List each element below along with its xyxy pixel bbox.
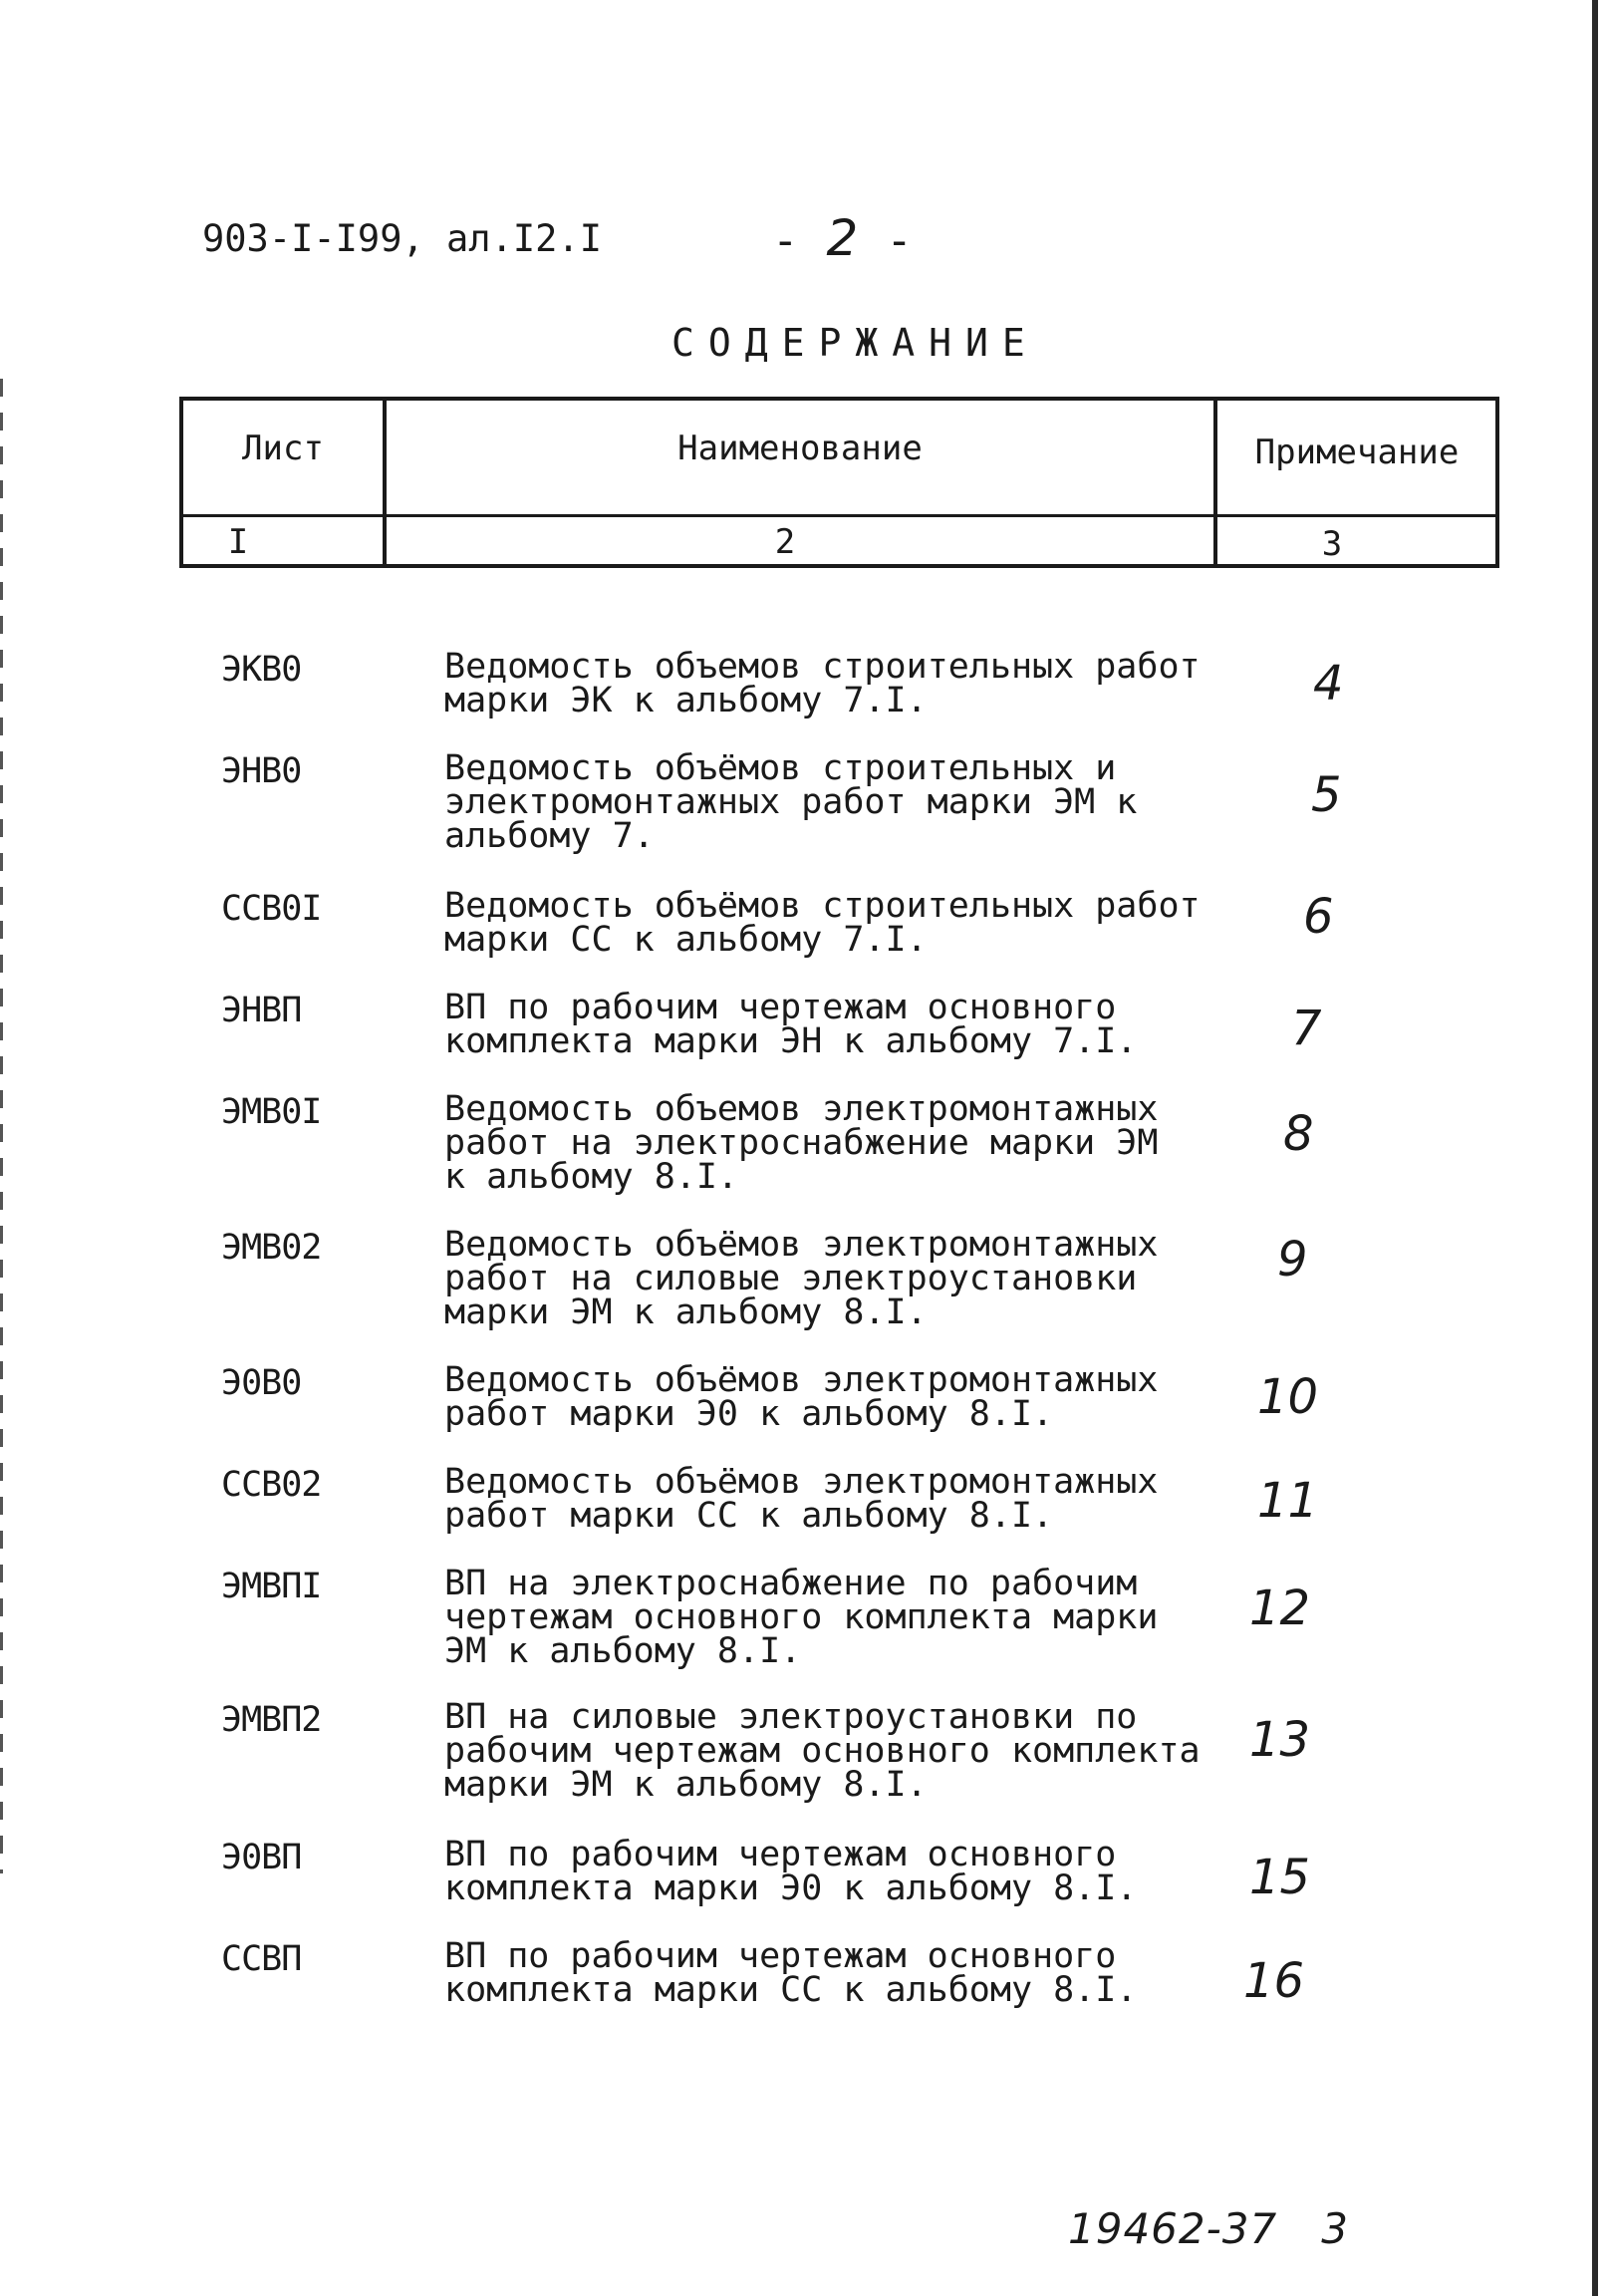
entry-code: ЭМВ02 — [221, 1228, 322, 1268]
entry-page-note: 9 — [1277, 1232, 1308, 1288]
entry-code: ЭНВП — [221, 991, 302, 1030]
entry-description: Ведомость объёмов электромонтажных работ марки СС к альбому 8.I. — [444, 1462, 1159, 1536]
entry-page-note: 5 — [1311, 767, 1342, 823]
entry-description: ВП на электроснабжение по рабочим чертежам основного комплекта марки ЭМ к альбому 8.I. — [444, 1564, 1159, 1671]
page-title: СОДЕРЖАНИЕ — [671, 321, 1039, 365]
entry-code: Э0В0 — [221, 1363, 302, 1403]
entry-code: ЭКВ0 — [221, 650, 302, 690]
entry-page-note: 10 — [1257, 1369, 1319, 1425]
entry-page-note: 12 — [1249, 1580, 1311, 1636]
entry-code: ЭМВП2 — [221, 1700, 322, 1740]
sheet-number: 3 — [1321, 2204, 1349, 2253]
document-code: 903-I-I99, ал.I2.I — [202, 217, 602, 260]
entry-description: Ведомость объёмов электромонтажных работ марки Э0 к альбому 8.I. — [444, 1360, 1159, 1434]
entry-code: ССВ0I — [221, 889, 322, 929]
page-number: 2 — [826, 209, 859, 267]
entry-page-note: 4 — [1313, 656, 1344, 712]
page-scan-edge-right — [1592, 0, 1598, 2296]
entry-description: ВП по рабочим чертежам основного комплекта марки СС к альбому 8.I. — [444, 1936, 1138, 2010]
entry-page-note: 8 — [1283, 1106, 1314, 1162]
dash-right: - — [886, 215, 913, 266]
entry-description: ВП по рабочим чертежам основного комплекта марки Э0 к альбому 8.I. — [444, 1835, 1138, 1908]
page-scan-edge-left — [0, 379, 3, 1873]
entry-code: ССВ02 — [221, 1465, 322, 1505]
entry-description: ВП на силовые электроустановки по рабочим чертежам основного комплекта марки ЭМ к альбому 8.I. — [444, 1697, 1201, 1805]
contents-table-header — [179, 397, 1499, 568]
inventory-number: 19462-37 — [1068, 2204, 1278, 2253]
entry-description: Ведомость объёмов строительных и электромонтажных работ марки ЭМ к альбому 7. — [444, 748, 1138, 856]
column-header-name: Наименование — [677, 429, 923, 468]
entry-page-note: 16 — [1243, 1953, 1305, 2009]
entry-code: ССВП — [221, 1939, 302, 1979]
inventory-stamp — [1068, 2204, 1349, 2253]
page-number-block — [772, 209, 913, 267]
entry-code: ЭМВ0I — [221, 1092, 322, 1132]
entry-code: ЭНВ0 — [221, 751, 302, 791]
entry-description: ВП по рабочим чертежам основного комплекта марки ЭН к альбому 7.I. — [444, 988, 1138, 1061]
column-number-3: 3 — [1321, 524, 1343, 564]
entry-page-note: 7 — [1291, 1001, 1322, 1056]
entry-description: Ведомость объёмов электромонтажных работ на силовые электроустановки марки ЭМ к альбому 8.I. — [444, 1225, 1159, 1332]
column-number-1: I — [227, 522, 249, 562]
column-header-sheet: Лист — [242, 429, 324, 468]
entry-page-note: 11 — [1257, 1473, 1319, 1529]
entry-description: Ведомость объемов строительных работ марки ЭК к альбому 7.I. — [444, 647, 1201, 720]
entry-page-note: 6 — [1303, 889, 1334, 945]
entry-page-note: 15 — [1249, 1850, 1311, 1905]
row-divider — [183, 514, 1495, 517]
entry-code: Э0ВП — [221, 1838, 302, 1877]
entry-code: ЭМВПI — [221, 1567, 322, 1606]
dash-left: - — [772, 215, 799, 266]
entry-description: Ведомость объемов электромонтажных работ на электроснабжение марки ЭМ к альбому 8.I. — [444, 1089, 1159, 1197]
entry-page-note: 13 — [1249, 1712, 1311, 1768]
column-header-note: Примечание — [1254, 432, 1460, 472]
entry-description: Ведомость объёмов строительных работ марки СС к альбому 7.I. — [444, 886, 1201, 960]
column-number-2: 2 — [774, 522, 796, 562]
